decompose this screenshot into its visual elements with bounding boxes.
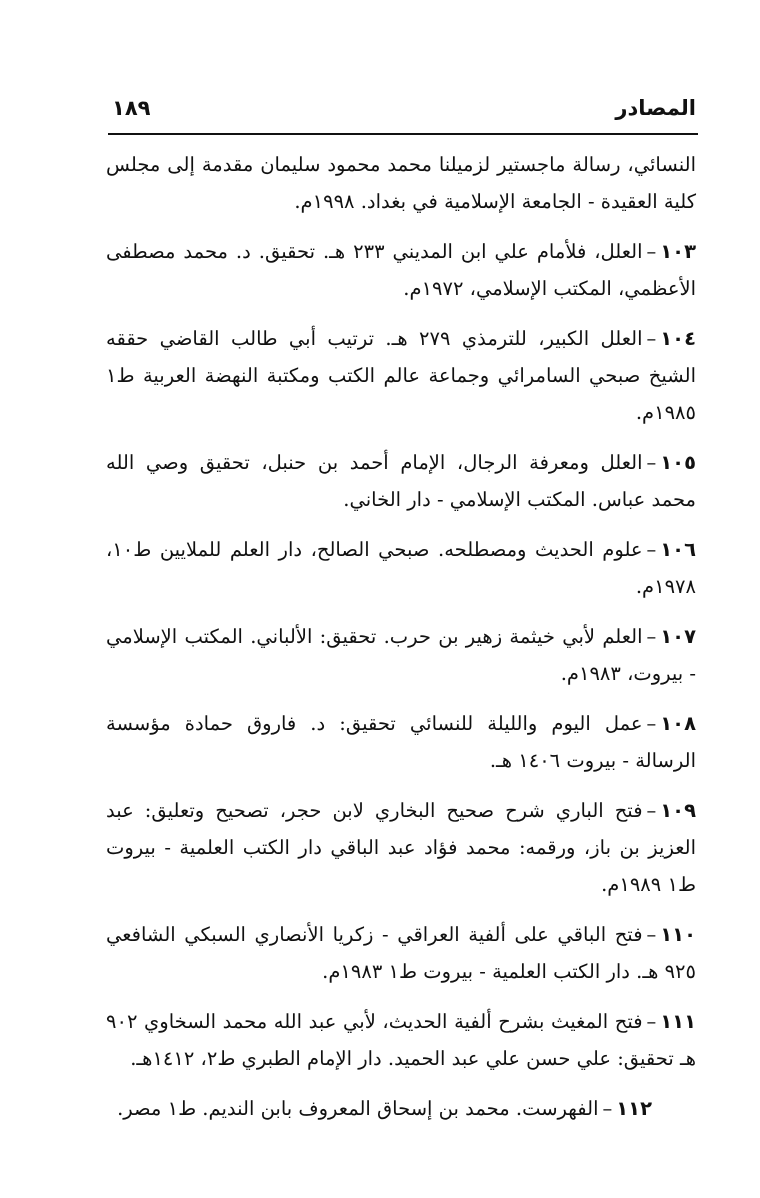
bibliography-entry-112 — [106, 1090, 696, 1127]
bibliography-entry-107 — [106, 618, 696, 692]
entry-text: العلم لأبي خيثمة زهير بن حرب. تحقيق: الألباني. المكتب الإسلامي - بيروت، ١٩٨٣م. — [106, 625, 696, 685]
entry-number: ١١٢ — [616, 1097, 652, 1120]
entry-dash: – — [602, 1097, 613, 1120]
bibliography-entry-104 — [106, 320, 696, 431]
entry-number: ١٠٧ — [660, 625, 696, 648]
entry-number: ١٠٤ — [660, 327, 696, 350]
entry-dash: – — [646, 799, 657, 822]
entry-text: النسائي، رسالة ماجستير لزميلنا محمد محمود سليمان مقدمة إلى مجلس كلية العقيدة - الجامعة الإسلامية في بغداد. ١٩٩٨م. — [106, 153, 696, 213]
entry-dash: – — [646, 625, 657, 648]
entry-number: ١١٠ — [660, 923, 696, 946]
entry-number: ١٠٨ — [660, 712, 696, 735]
entry-dash: – — [646, 451, 657, 474]
entry-number: ١٠٣ — [660, 240, 696, 263]
entry-number: ١٠٥ — [660, 451, 696, 474]
entry-dash: – — [646, 712, 657, 735]
entry-number: ١٠٩ — [660, 799, 696, 822]
entry-text: فتح الباقي على ألفية العراقي - زكريا الأنصاري السبكي الشافعي ٩٢٥ هـ. دار الكتب العلمية - بيروت ط١ ١٩٨٣م. — [106, 923, 696, 983]
bibliography-entry-106 — [106, 531, 696, 605]
entry-text: فتح الباري شرح صحيح البخاري لابن حجر، تصحيح وتعليق: عبد العزيز بن باز، ورقمه: محمد فؤاد عبد الباقي دار الكتب العلمية - بيروت ط١ ١٩٨٩م. — [106, 799, 696, 896]
entry-text: العلل، فلأمام علي ابن المديني ٢٣٣ هـ. تحقيق. د. محمد مصطفى الأعظمي، المكتب الإسلامي، ١٩٧٢م. — [106, 240, 696, 300]
entry-dash: – — [646, 240, 657, 263]
bibliography-entry-108 — [106, 705, 696, 779]
running-header — [112, 92, 696, 132]
entry-text: الفهرست. محمد بن إسحاق المعروف بابن النديم. ط١ مصر. — [117, 1097, 599, 1120]
bibliography-continuation — [106, 146, 696, 220]
entry-dash: – — [646, 327, 657, 350]
entry-dash: – — [646, 923, 657, 946]
entry-text: عمل اليوم والليلة للنسائي تحقيق: د. فاروق حمادة مؤسسة الرسالة - بيروت ١٤٠٦ هـ. — [106, 712, 696, 772]
entry-text: العلل الكبير، للترمذي ٢٧٩ هـ. ترتيب أبي طالب القاضي حققه الشيخ صبحي السامرائي وجماعة عالم الكتب ومكتبة النهضة العربية ط١ ١٩٨٥م. — [106, 327, 696, 424]
bibliography-entry-110 — [106, 916, 696, 990]
entry-dash: – — [646, 538, 657, 561]
bibliography-entry-105 — [106, 444, 696, 518]
bibliography-list — [106, 146, 696, 1140]
bibliography-entry-103 — [106, 233, 696, 307]
running-title: المصادر — [615, 96, 696, 120]
entry-number: ١١١ — [660, 1010, 696, 1033]
bibliography-entry-111 — [106, 1003, 696, 1077]
entry-dash: – — [646, 1010, 657, 1033]
header-rule — [108, 133, 698, 135]
page-number: ١٨٩ — [112, 96, 151, 120]
bibliography-entry-109 — [106, 792, 696, 903]
entry-text: علوم الحديث ومصطلحه. صبحي الصالح، دار العلم للملايين ط١٠، ١٩٧٨م. — [106, 538, 696, 598]
entry-number: ١٠٦ — [660, 538, 696, 561]
entry-text: فتح المغيث بشرح ألفية الحديث، لأبي عبد الله محمد السخاوي ٩٠٢ هـ تحقيق: علي حسن علي عبد الحميد. دار الإمام الطبري ط٢، ١٤١٢هـ. — [106, 1010, 696, 1070]
entry-text: العلل ومعرفة الرجال، الإمام أحمد بن حنبل، تحقيق وصي الله محمد عباس. المكتب الإسلامي - دار الخاني. — [106, 451, 696, 511]
